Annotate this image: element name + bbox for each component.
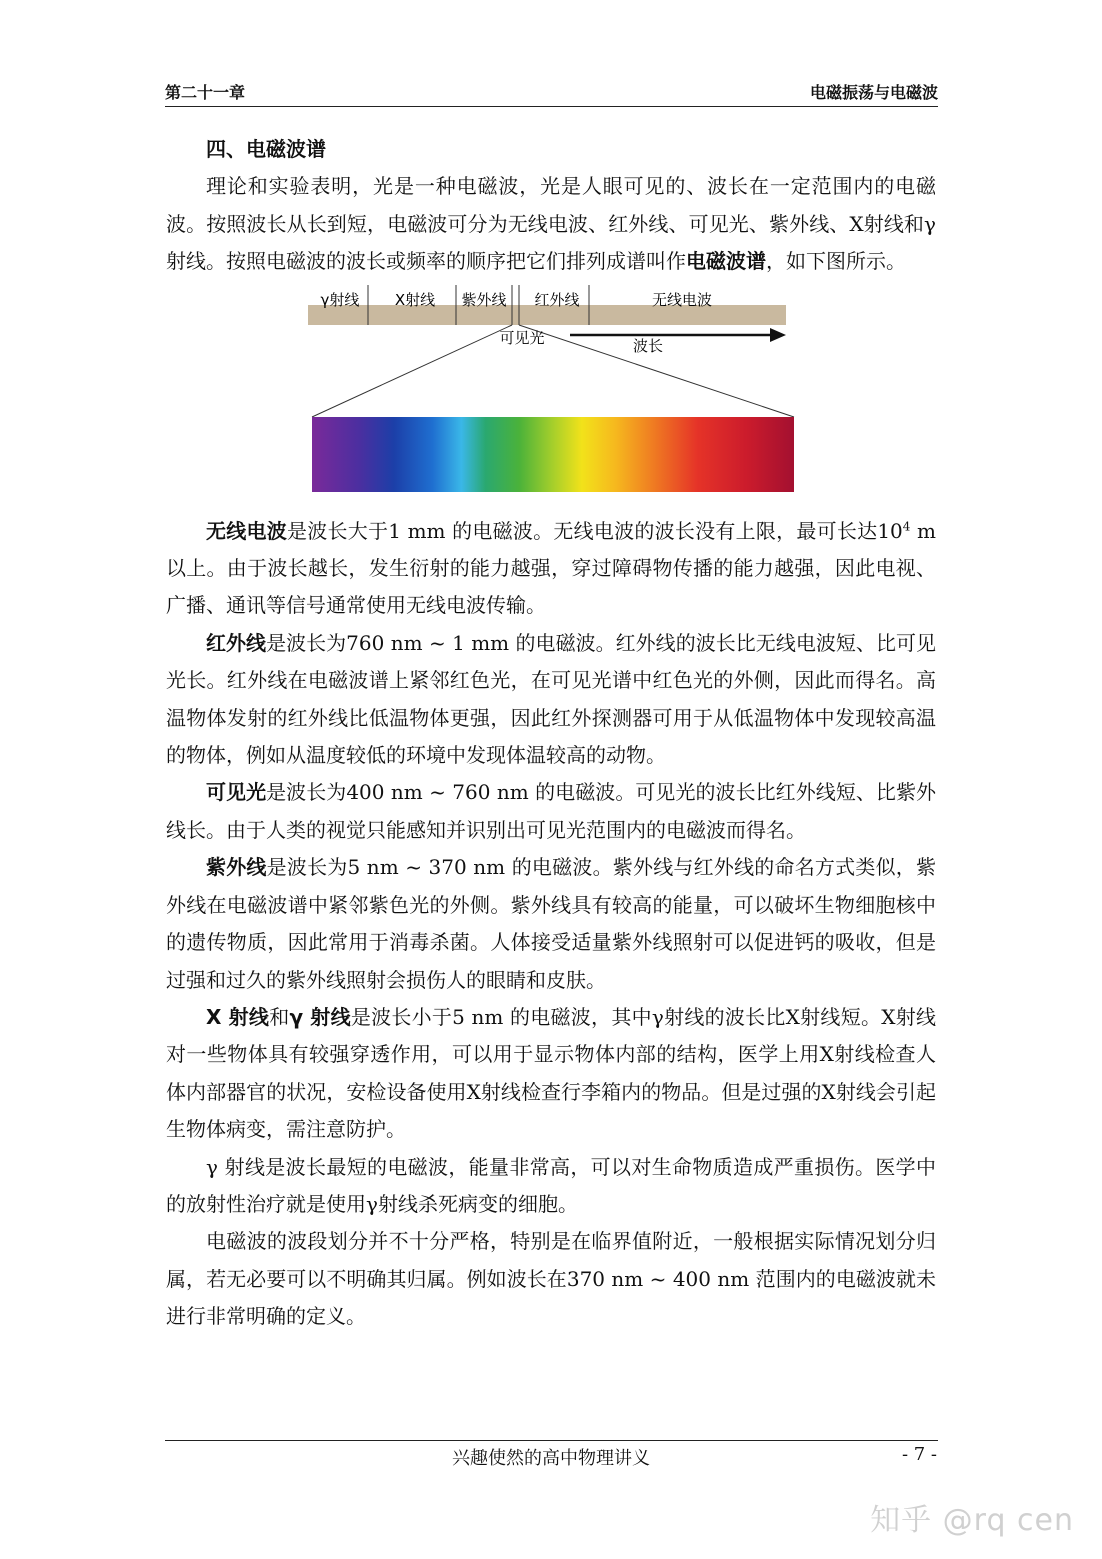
visible-text: 是波长为400 nm ~ 760 nm 的电磁波。可见光的波长比红外线短、比紫外线长。由于人类的视觉只能感知并识别出可见光范围内的电磁波而得名。 <box>166 780 936 842</box>
page-header <box>165 78 938 108</box>
page-content <box>166 131 936 1336</box>
arrow-head-icon <box>770 328 786 342</box>
wavelength-label: 波长 <box>632 336 664 355</box>
footer-title: 兴趣使然的高中物理讲义 <box>452 1448 650 1469</box>
chapter-label: 第二十一章 <box>165 83 246 102</box>
radio-text-1: 是波长大于1 mm 的电磁波。无线电波的波长没有上限，最可长达10 <box>287 518 903 543</box>
radio-text-2: m 以上。由于波长越长，发生衍射的能力越强，穿过障碍物传播的能力越强，因此电视、广播、通讯等信号通常使用无线电波传输。 <box>166 518 936 618</box>
xray-and: 和 <box>269 1004 290 1029</box>
uv-text: 是波长为5 nm ~ 370 nm 的电磁波。紫外线与红外线的命名方式类似，紫外线在电磁波谱中紧邻紫色光的外侧。紫外线具有较高的能量，可以破坏生物细胞核中的遗传物质，因此常用于消毒杀菌。人体接受适量紫外线照射可以促进钙的吸收，但是过强和过久的紫外线照射会损伤人的眼睛和皮肤。 <box>166 855 937 992</box>
footer-divider <box>165 1440 938 1441</box>
band-label-infrared: 红外线 <box>534 290 580 309</box>
intro-text-2: ，如下图所示。 <box>766 249 906 274</box>
visible-spectrum-gradient <box>312 417 794 492</box>
radio-term: 无线电波 <box>206 518 287 543</box>
band-label-xray: X射线 <box>394 290 436 309</box>
header-divider <box>165 106 938 107</box>
spectrum-diagram <box>166 285 936 505</box>
band-label-gamma: γ射线 <box>320 290 360 309</box>
watermark: 知乎 @rq cen <box>870 1503 1074 1538</box>
chapter-title: 电磁振荡与电磁波 <box>809 83 938 102</box>
uv-term: 紫外线 <box>206 855 267 880</box>
band-label-uv: 紫外线 <box>461 290 507 309</box>
gamma-term: γ 射线 <box>289 1004 351 1029</box>
page-number: - 7 - <box>901 1444 937 1465</box>
band-label-radio: 无线电波 <box>651 290 713 309</box>
visible-label: 可见光 <box>499 328 545 347</box>
xray-text: 是波长小于5 nm 的电磁波，其中γ射线的波长比X射线短。X射线对一些物体具有较强穿透作用，可以用于显示物体内部的结构，医学上用X射线检查人体内部器官的状况，安检设备使用X射线检查行李箱内的物品。但是过强的X射线会引起生物体病变，需注意防护。 <box>166 1004 936 1142</box>
intro-text-1: 理论和实验表明，光是一种电磁波，光是人眼可见的、波长在一定范围内的电磁波。按照波长从长到短，电磁波可分为无线电波、红外线、可见光、紫外线、X射线和γ射线。按照电磁波的波长或频率的顺序把它们排列成谱叫作 <box>166 174 936 274</box>
intro-paragraph <box>166 168 936 280</box>
radio-paragraph <box>166 513 936 625</box>
visible-paragraph <box>166 774 936 849</box>
radio-exponent: 4 <box>902 518 911 533</box>
infrared-text: 是波长为760 nm ~ 1 mm 的电磁波。红外线的波长比无线电波短、比可见光长。红外线在电磁波谱上紧邻红色光，在可见光谱中红色光的外侧，因此而得名。高温物体发射的红外线比低温物体更强，因此红外探测器可用于从低温物体中发现较高温的物体，例如从温度较低的环境中发现体温较高的动物。 <box>166 630 937 768</box>
uv-paragraph <box>166 849 936 999</box>
infrared-term: 红外线 <box>206 630 267 655</box>
gamma-paragraph: γ 射线是波长最短的电磁波，能量非常高，可以对生命物质造成严重损伤。医学中的放射性治疗就是使用γ射线杀死病变的细胞。 <box>166 1154 936 1216</box>
xray-paragraph <box>166 999 936 1149</box>
infrared-paragraph <box>166 625 936 775</box>
zoom-line-left <box>312 325 512 417</box>
section-title: 四、电磁波谱 <box>206 137 326 161</box>
closing-paragraph: 电磁波的波段划分并不十分严格，特别是在临界值附近，一般根据实际情况划分归属，若无必要可以不明确其归属。例如波长在370 nm ~ 400 nm 范围内的电磁波就未进行非常明确的定义。 <box>166 1229 936 1329</box>
intro-term: 电磁波谱 <box>686 249 766 274</box>
visible-term: 可见光 <box>206 780 267 805</box>
spectrum-figure <box>166 285 936 505</box>
xray-term: X 射线 <box>206 1004 270 1029</box>
